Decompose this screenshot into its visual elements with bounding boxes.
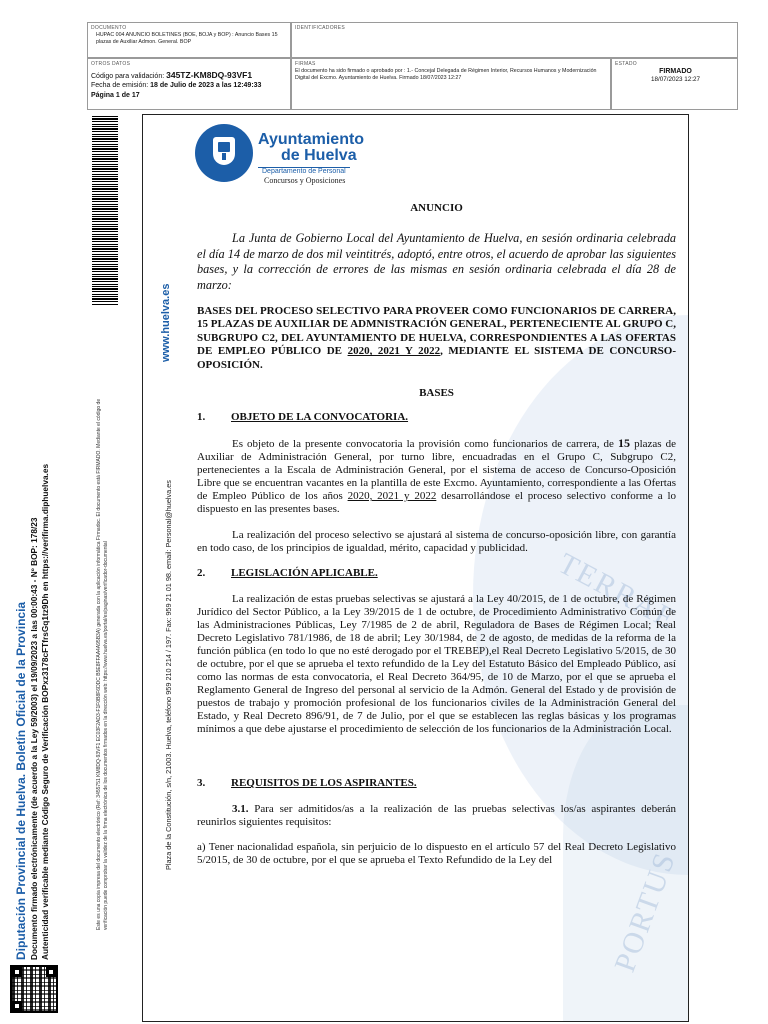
qr-code[interactable] bbox=[10, 965, 58, 1013]
section-3-paragraph-a: a) Tener nacionalidad española, sin perjuicio de lo dispuesto en el artículo 57 del Real Decreto Legislativo 5/2015, de 30 de octubre, por el que se aprueba el Texto Refundido de la Ley del bbox=[197, 841, 676, 866]
barcode bbox=[92, 116, 118, 306]
section-1-paragraph-2: La realización del proceso selectivo se ajustará al sistema de concurso-oposición libre, con garantía en todo caso, de los principios de igualdad, mérito, capacidad y publicidad. bbox=[197, 529, 676, 554]
firmado-line: Documento firmado electrónicamente (de acuerdo a la Ley 59/2003) el 19/09/2023 a las 00:00:43 - Nº BOP: 178/23 bbox=[29, 517, 39, 960]
bases-title-years: 2020, 2021 Y 2022 bbox=[347, 345, 441, 358]
pagina: Página 1 de 17 bbox=[91, 92, 140, 99]
documento-box bbox=[87, 22, 291, 58]
section-1-paragraph-1: Es objeto de la presente convocatoria la provisión como funcionarios de carrera, de 15 plazas de Auxiliar de Administración General, por turno libre, encuadradas en el Grupo C, Subgrupo C2, pertenecientes a la Escala de Administración General, por el sistema de acceso de Concurso-Oposición Libre que se encuentran vacantes en la plantilla de este Excmo. Ayuntamiento, correspondiente a las Ofertas de Empleo Público de los años 2020, 2021 y 2022 desarrollándose el proceso selectivo conforme a lo dispuesto en las presentes bases. bbox=[197, 436, 677, 515]
codigo-value: 345TZ-KM8DQ-93VF1 bbox=[166, 70, 253, 80]
otros-datos-box bbox=[87, 58, 291, 110]
estado-value: FIRMADO bbox=[659, 68, 692, 75]
copia-impresa-line: Este es una copia impresa del documento electrónico (Ref: 3455751 KM8DQ-93VF1 EC03F2AD3-F1F0B8F6DDC B5E8FFAA4A95B3A) generada con la aplicación informática Firmadoc. El documento está FIRMADO. Mediante el código de bbox=[96, 398, 102, 930]
identificadores-label: IDENTIFICADORES bbox=[295, 25, 346, 31]
fecha-emision: Fecha de emisión: 18 de Julio de 2023 a las 12:49:33 bbox=[91, 82, 262, 89]
estado-label: ESTADO bbox=[615, 61, 637, 67]
logo-line-1: Ayuntamiento bbox=[258, 131, 365, 148]
signature-header bbox=[87, 22, 738, 110]
intro-paragraph: La Junta de Gobierno Local del Ayuntamiento de Huelva, en sesión ordinaria celebrada el día 14 de marzo de dos mil veintitrés, adoptó, entre otros, el acuerdo de aprobar las siguientes bases, y la corrección de errores de las mismas en sesión ordinaria celebrada el día 28 de marzo: bbox=[197, 231, 676, 292]
section-1-heading: 1. OBJETO DE LA CONVOCATORIA. bbox=[197, 411, 409, 423]
documento-label: DOCUMENTO bbox=[91, 25, 127, 31]
documento-text: HUPAC 004 ANUNCIO BOLETINES (BOE, BOJA y BOP) : Anuncio Bases 15 plazas de Auxiliar Admon. General. BOP bbox=[96, 32, 278, 45]
anuncio-heading: ANUNCIO bbox=[410, 202, 463, 214]
section-3-paragraph-1: 3.1. Para ser admitidos/as a la realización de las pruebas selectivas los/as aspirantes deberán reunirlos siguientes requisitos: bbox=[197, 803, 676, 828]
address-line: Plaza de la Constitución, s/n, 21003. Huelva, teléfono 959 210 214 / 197. Fax: 959 21 01 98. email: Personal@huelva.es bbox=[164, 480, 173, 870]
web-link[interactable]: www.huelva.es bbox=[160, 283, 172, 362]
estado-box bbox=[611, 58, 738, 110]
codigo-validacion: Código para validación: 345TZ-KM8DQ-93VF1 bbox=[91, 70, 253, 80]
fecha-value: 18 de Julio de 2023 a las 12:49:33 bbox=[150, 82, 262, 89]
verificacion-line: verificación puede comprobar la validez de la firma electrónica de los documentos firmados en la dirección web: https://www.huelva.es/portal/es/paginas/verificador-documental bbox=[103, 541, 109, 930]
firmas-text: El documento ha sido firmado o aprobado por : 1.- Concejal Delegada de Régimen Interior, Recursos Humanos y Modernización Digital del Excmo. Ayuntamiento de Huelva. Firmado 18/07/2023 12:27 bbox=[295, 68, 597, 81]
watermark-text-portus: PORTUS bbox=[608, 847, 683, 977]
logo-sub: Concursos y Oposiciones bbox=[264, 176, 346, 185]
autenticidad-line: Autenticidad verificable mediante Código Seguro de Verificación BOPxz3178cFTfrsGq1tz9Dh en https://verifirma.diphuelva.es bbox=[40, 463, 50, 960]
diputacion-title: Diputación Provincial de Huelva. Boletín Oficial de la Provincia bbox=[14, 601, 28, 960]
section-3-heading: 3. REQUISITOS DE LOS ASPIRANTES. bbox=[197, 777, 417, 789]
ayuntamiento-logo-icon bbox=[195, 124, 253, 182]
logo-dept: Departamento de Personal bbox=[262, 168, 346, 175]
estado-date: 18/07/2023 12:27 bbox=[650, 76, 701, 83]
section-2-paragraph: La realización de estas pruebas selectivas se ajustará a la Ley 40/2015, de 1 de octubre, de Régimen Jurídico del Sector Público, a la Ley 39/2015 de 1 de octubre, de Procedimiento Administrativo Común de las Administraciones Públicas, Ley 7/1985 de 2 de abril, Reguladora de Bases de Régimen Local; Real Decreto Legislativo 781/1986, de 18 de abril; Ley 30/1984, de 2 de agosto, de medidas de la reforma de la función pública (en todo lo que no esté derogado por el TREBEP),el Real Decreto Legislativo 5/2015, de 30 de octubre, por el que se aprueba el texto refundido de la Ley del Estatuto Básico del Empleado Público, así como las normas de esta convocatoria, el Real Decreto 364/95, de 10 de Marzo, por el que se aprueba el Reglamento General de Ingreso del personal al servicio de la Admón. General del Estado y de provisión de puestos de trabajo y promoción profesional de los funcionarios civiles de la Administración General del Estado, y Real Decreto 896/91, de 7 de Julio, por el que se establecen las reglas básicas y los programas mínimos a que debe ajustarse el procedimiento de selección de los funcionarios de la Administración Local. bbox=[197, 593, 676, 735]
bases-heading: BASES bbox=[419, 387, 454, 399]
watermark-text-terrae: TERRAE bbox=[553, 546, 683, 637]
bases-title: BASES DEL PROCESO SELECTIVO PARA PROVEER COMO FUNCIONARIOS DE CARRERA, 15 PLAZAS DE AUXILIAR DE ADMNISTRACIÓN GENERAL, PERTENECIENTE AL GRUPO C, SUBGRUPO C2, DEL AYUNTAMIENTO DE HUELVA, CORRESPONDIENTES A LAS OFERTAS DE EMPLEO PÚBLICO DE 2020, 2021 Y 2022, MEDIANTE EL SISTEMA DE CONCURSO-OPOSICIÓN. bbox=[197, 305, 676, 371]
identificadores-box bbox=[291, 22, 738, 58]
firmas-box bbox=[291, 58, 611, 110]
section-2-heading: 2. LEGISLACIÓN APLICABLE. bbox=[197, 567, 378, 579]
firmas-label: FIRMAS bbox=[295, 61, 316, 67]
logo-line-2: de Huelva bbox=[281, 147, 357, 164]
otros-datos-label: OTROS DATOS bbox=[91, 61, 131, 67]
